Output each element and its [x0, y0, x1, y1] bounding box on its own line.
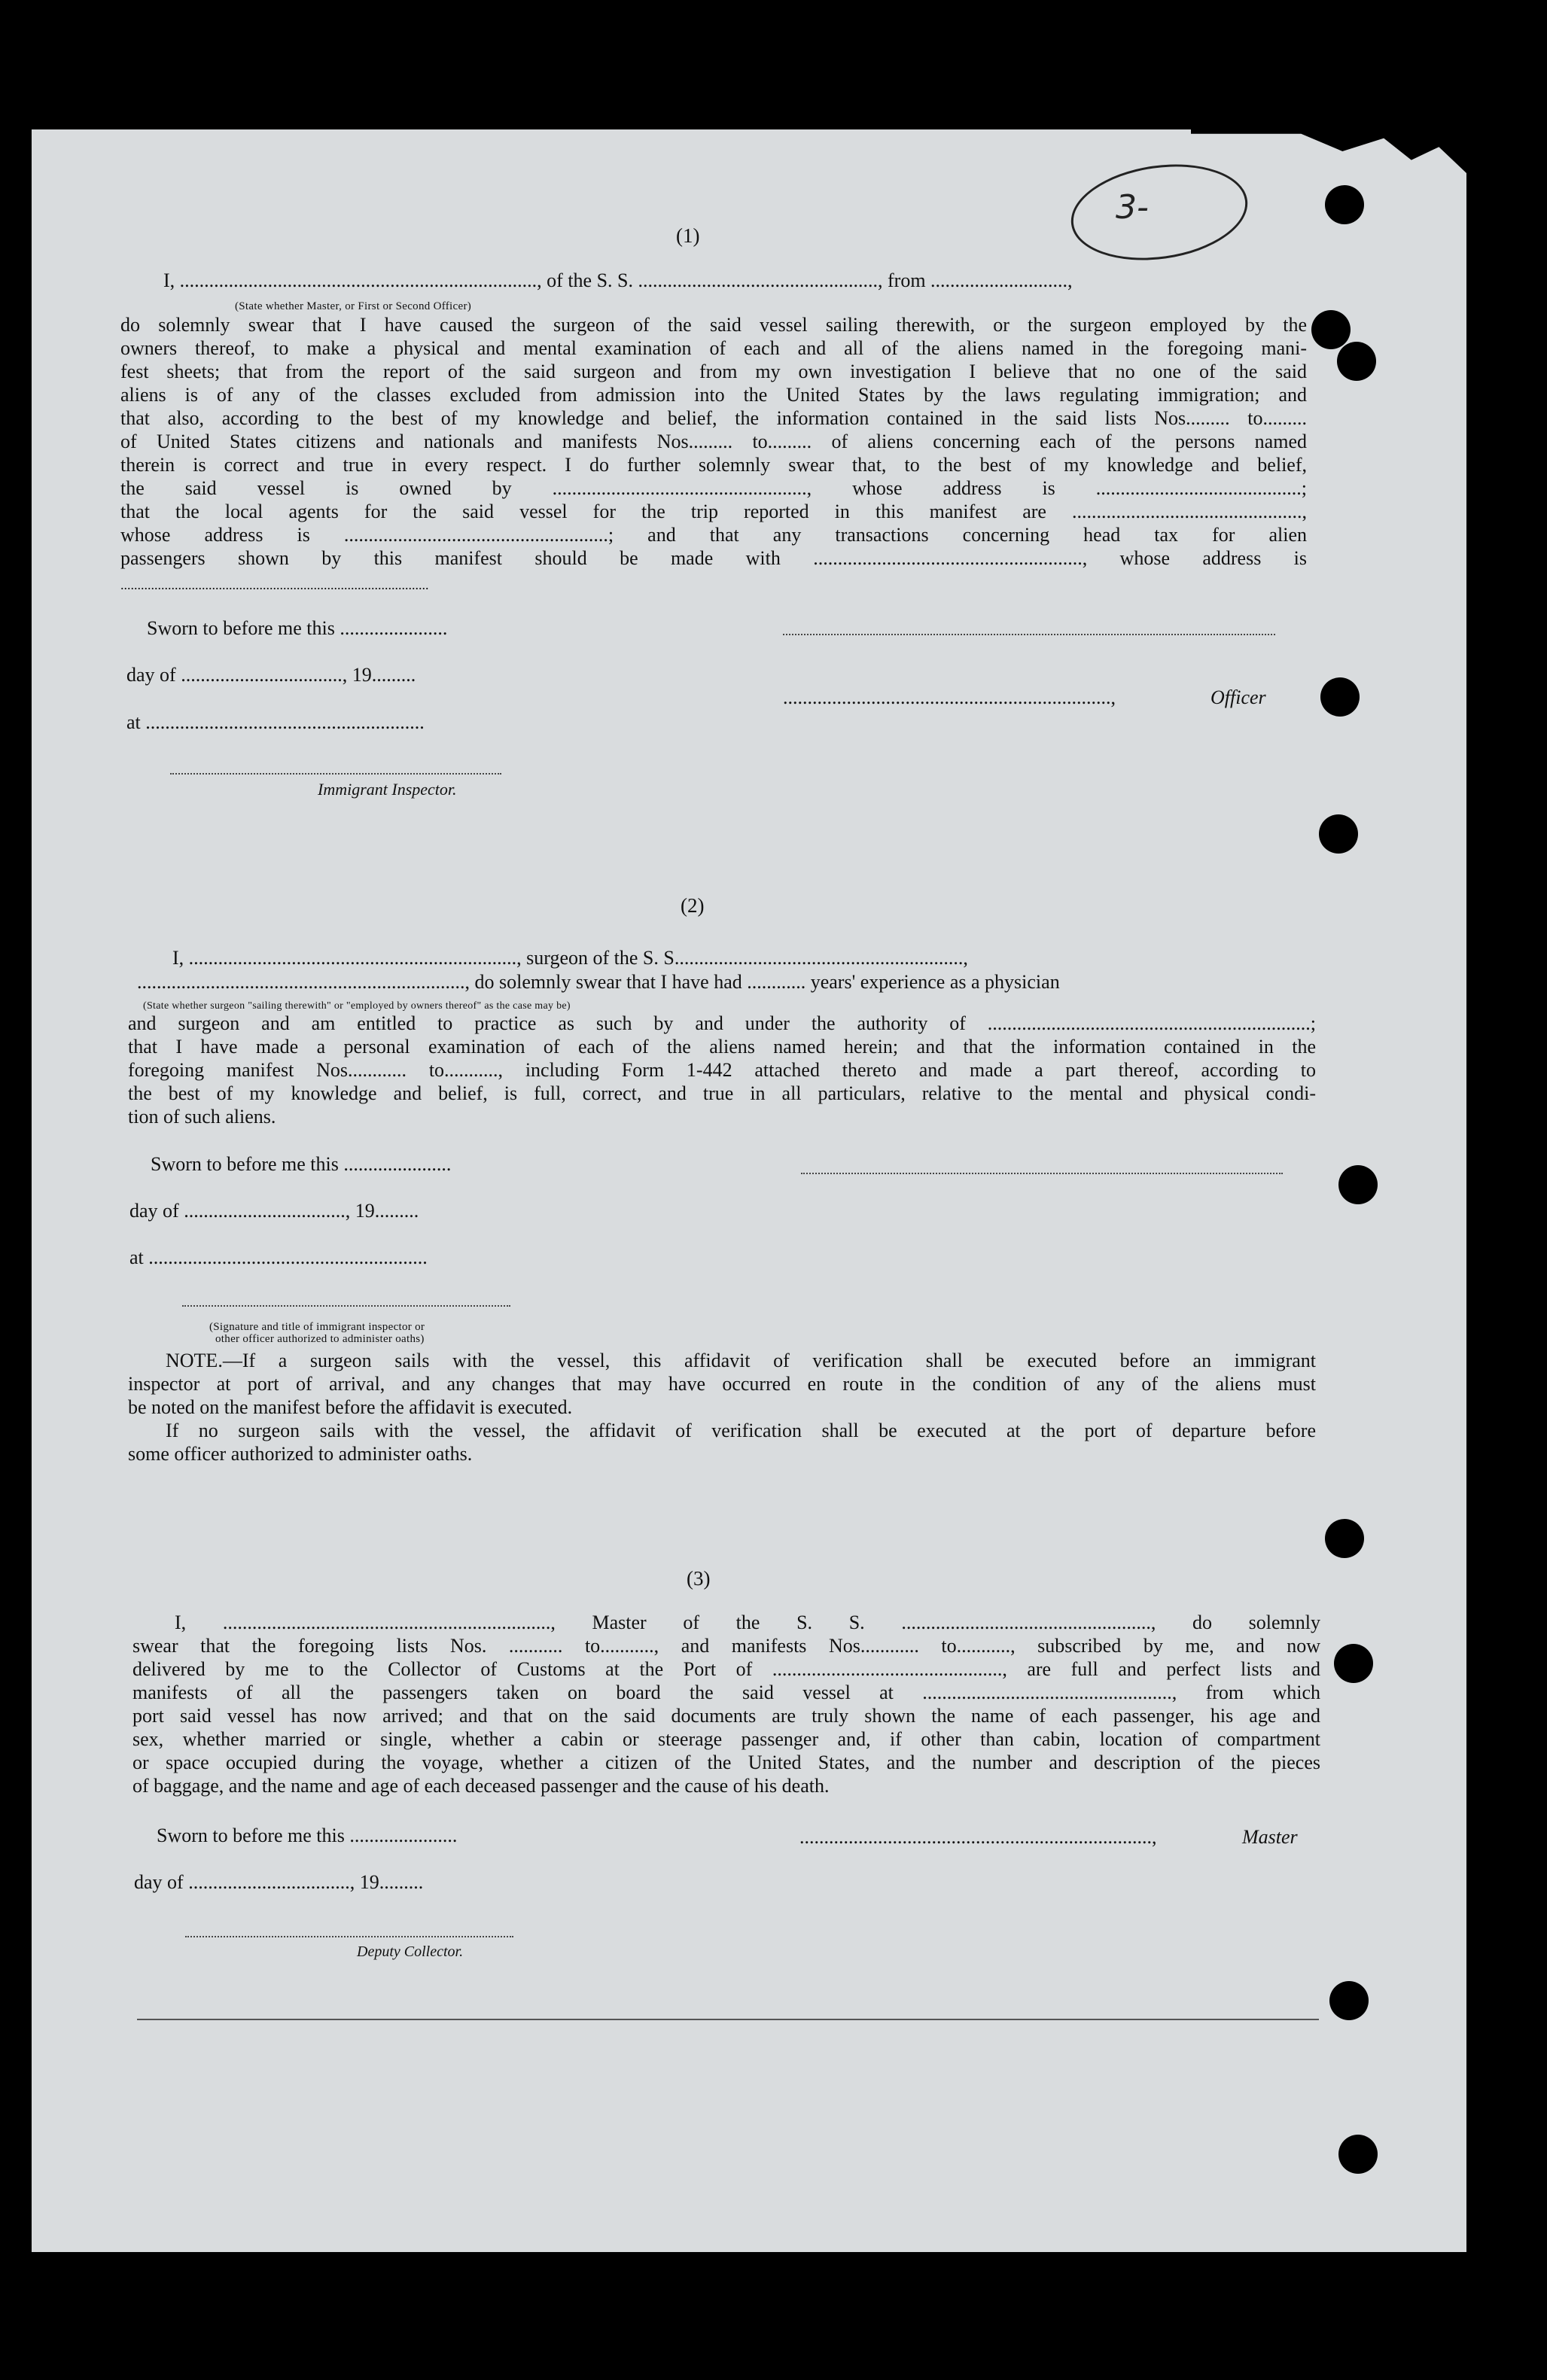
section-2-line1: I, ..................................................................., surgeon of the S. S...........................................................,: [172, 947, 968, 969]
punch-hole: [1338, 2135, 1378, 2174]
handwritten-number: 3-: [1116, 188, 1149, 227]
section-1-body: [120, 313, 1307, 570]
section-1-number: (1): [676, 224, 700, 247]
section-3-number: (3): [687, 1567, 711, 1590]
section-1-body-line: fest sheets; that from the report of the said surgeon and from my own investigation I believe that no one of the said: [120, 361, 1307, 382]
note-line: inspector at port of arrival, and any changes that may have occurred en route in the condition of any of the aliens must: [128, 1373, 1316, 1395]
section-1-caption: (State whether Master, or First or Second Officer): [235, 300, 472, 312]
punch-hole: [1329, 1981, 1369, 2020]
punch-hole: [1325, 185, 1364, 224]
section-2-body-line: that I have made a personal examination of each of the aliens named herein; and that the information contained in the: [128, 1036, 1316, 1058]
section-2-sworn: Sworn to before me this ......................: [151, 1153, 452, 1175]
section-1-trailing-dots: ...........................................................................................: [120, 577, 429, 592]
section-3-master-dots: ........................................................................,: [799, 1826, 1157, 1848]
section-2-inspector-signature-line: [182, 1305, 510, 1307]
section-2-body-line: foregoing manifest Nos............ to..........., including Form 1-442 attached thereto and made a part thereof, according to: [128, 1059, 1316, 1081]
punch-hole: [1337, 342, 1376, 381]
section-1-sworn: Sworn to before me this ......................: [147, 617, 448, 639]
section-2-body-line: the best of my knowledge and belief, is full, correct, and true in all particulars, relative to the mental and physical condi-: [128, 1082, 1316, 1104]
section-2-note: [128, 1349, 1316, 1465]
section-1-body-line: whose address is ......................................................; and that any transactions concerning head tax for alien: [120, 524, 1307, 546]
section-3-sworn: Sworn to before me this ......................: [157, 1825, 458, 1846]
section-3-body-line: port said vessel has now arrived; and that on the said documents are truly shown the name of each passenger, his age and: [132, 1705, 1320, 1727]
section-2-caption: (State whether surgeon "sailing therewith" or "employed by owners thereof" as the case may be): [143, 1000, 571, 1012]
section-1-body-line: passengers shown by this manifest should be made with ......................................................., whose address is: [120, 547, 1307, 569]
section-1-inspector-signature-line: [170, 773, 501, 775]
section-2-sig-caption-1: (Signature and title of immigrant inspector or: [209, 1321, 425, 1333]
section-3-body-line: delivered by me to the Collector of Customs at the Port of ..............................................., are full and perfect lists and: [132, 1658, 1320, 1680]
section-1-at: at .........................................................: [126, 711, 425, 733]
section-2-body: [128, 1012, 1316, 1128]
section-2-body-line: and surgeon and am entitled to practice as such by and under the authority of ..................................................................;: [128, 1012, 1316, 1034]
note-line: NOTE.—If a surgeon sails with the vessel, this affidavit of verification shall be executed before an immigrant: [166, 1350, 1316, 1371]
torn-corner: [1191, 129, 1466, 173]
note-line: If no surgeon sails with the vessel, the affidavit of verification shall be executed at the port of departure before: [166, 1420, 1316, 1441]
punch-hole: [1338, 1165, 1378, 1204]
section-3-body-line: or space occupied during the voyage, whether a citizen of the United States, and the number and description of the pieces: [132, 1752, 1320, 1773]
section-1-body-line: do solemnly swear that I have caused the surgeon of the said vessel sailing therewith, or the surgeon employed by the: [120, 314, 1307, 336]
section-3-day: day of ................................., 19.........: [134, 1871, 424, 1893]
section-3-body: [132, 1611, 1320, 1797]
punch-hole: [1311, 310, 1351, 349]
section-1-officer-label: Officer: [1210, 686, 1266, 708]
note-line: some officer authorized to administer oaths.: [128, 1443, 473, 1465]
section-2-number: (2): [681, 894, 705, 917]
section-2-line2: ..................................................................., do solemnly swear that I have had ............ years' experience as a physician: [137, 971, 1060, 993]
section-2-right-signature-line: [801, 1173, 1283, 1174]
section-3-body-line: of baggage, and the name and age of each deceased passenger and the cause of his death.: [132, 1775, 830, 1797]
section-2-body-line: tion of such aliens.: [128, 1106, 276, 1128]
section-1-inspector-caption: Immigrant Inspector.: [318, 780, 457, 799]
document-page: [32, 129, 1466, 2252]
section-1-line1: I, ........................................................................., of the S. S. ................................................., from ............................,: [163, 269, 1073, 291]
section-1-body-line: of United States citizens and nationals and manifests Nos......... to......... of aliens concerning each of the persons named: [120, 431, 1307, 452]
section-1-right-signature-line: [783, 634, 1275, 635]
section-1-officer-dots: ...................................................................,: [783, 686, 1116, 708]
bottom-rule: [137, 2019, 1319, 2020]
section-1-body-line: that the local agents for the said vessel for the trip reported in this manifest are ...............................................,: [120, 501, 1307, 522]
section-1-body-line: the said vessel is owned by ...................................................., whose address is ..........................................;: [120, 477, 1307, 499]
section-3-master-label: Master: [1242, 1826, 1298, 1848]
circled-stamp: [1065, 154, 1254, 271]
section-3-collector-caption: Deputy Collector.: [357, 1943, 464, 1960]
punch-hole: [1325, 1519, 1364, 1558]
section-3-body-line: swear that the foregoing lists Nos. ........... to..........., and manifests Nos............ to..........., subscribed by me, and now: [132, 1635, 1320, 1657]
section-1-body-line: owners thereof, to make a physical and mental examination of each and all of the aliens named in the foregoing mani-: [120, 337, 1307, 359]
section-2-sig-caption-2: other officer authorized to administer oaths): [215, 1333, 425, 1345]
section-3-collector-signature-line: [185, 1936, 513, 1937]
section-2-day: day of ................................., 19.........: [129, 1200, 419, 1222]
punch-hole: [1319, 814, 1358, 854]
punch-hole: [1334, 1644, 1373, 1683]
section-1-day: day of ................................., 19.........: [126, 664, 416, 686]
section-3-body-line: manifests of all the passengers taken on board the said vessel at ..................................................., from which: [132, 1682, 1320, 1703]
section-1-body-line: therein is correct and true in every respect. I do further solemnly swear that, to the best of my knowledge and belief,: [120, 454, 1307, 476]
section-1-body-line: that also, according to the best of my knowledge and belief, the information contained in the said lists Nos......... to.........: [120, 407, 1307, 429]
section-1-body-line: aliens is of any of the classes excluded from admission into the United States by the laws regulating immigration; and: [120, 384, 1307, 406]
note-line: be noted on the manifest before the affidavit is executed.: [128, 1396, 573, 1418]
punch-hole: [1320, 677, 1360, 717]
section-3-body-line: sex, whether married or single, whether a cabin or steerage passenger and, if other than cabin, location of compartment: [132, 1728, 1320, 1750]
section-2-at: at .........................................................: [129, 1246, 428, 1268]
section-3-body-line: I, ..................................................................., Master of the S. S. ..................................................., do solemnly: [175, 1612, 1320, 1633]
